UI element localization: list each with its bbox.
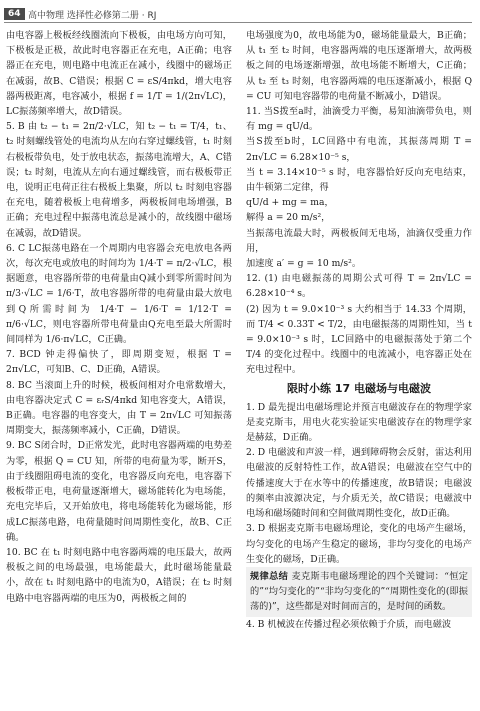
summary-tip-text: 麦克斯韦电磁场理论的四个关键词：“恒定的”“均匀变化的”“非均匀变化的”“周期性变化的(即振荡的)”，这些都是对时间而言的，是时间的函数。 xyxy=(250,570,468,613)
header-divider xyxy=(4,22,472,23)
answer-12-1: 12. (1) 由电磁振荡的周期公式可得 T = 2π√LC = 6.28×10⁻⁴ s。 xyxy=(246,273,472,300)
section-title: 限时小练 17 电磁场与电磁波 xyxy=(287,381,431,395)
drill-answer-4: 4. B 机械波在传播过程必须依赖于介质，而电磁波 xyxy=(246,618,452,630)
answer-5: 5. B 由 t₂ − t₁ = 2π/2·√LC，知 t₂ − t₁ = T/4，t₁、t₂ 时刻螺线管处的电流均从左向右穿过螺线管，t₁ 时刻右极板带负电，处于放电状态，振荡电流增大，A、C错误；t₂ 时刻，电流从左向右通过螺线管，而右极板带正电，说明正电荷正往右极板上集聚，所以 t₂ 时刻电容器在充电，随着极板上电荷增多，两极板间电场增强，B正确；充电过程中振荡电流总是减小的，故线圈中磁场在减弱，故D错误。 xyxy=(6,121,232,239)
right-column xyxy=(246,28,472,632)
answer-12-2: (2) 因为 t = 9.0×10⁻³ s 大约相当于 14.33 个周期，而 T/4 < 0.33T < T/2，由电磁振荡的周期性知，当 t = 9.0×10⁻³ s 时，LC回路中的电磁振荡处于第二个 T/4 的变化过程中。线圈中的电流减小，电容器正处在充电过程中。 xyxy=(246,303,472,376)
answer-10: 10. BC 在 t₁ 时刻电路中电容器两端的电压最大，故两极板之间的电场最强，电场能最大，此时磁场能量最小，故在 t₁ 时刻电路中的电流为0，A错误；在 t₂ 时刻电路中电容器两端的电压为0，两极板之间的 xyxy=(6,546,232,604)
page-header xyxy=(0,0,480,26)
answer-11-a: 11. 当S拨至a时，油滴受力平衡，易知油滴带负电，则有 mg = qU/d。 xyxy=(246,106,472,133)
drill-answer-2: 2. D 电磁波和声波一样，遇到障碍物会反射，雷达利用电磁波的反射特性工作，故A错误；电磁波在空气中的传播速度大于在水等中的传播速度，故B错误；电磁波的频率由波源决定，与介质无关，故C错误；电磁波中电场和磁场随时间和空间做周期性变化，故D正确。 xyxy=(246,447,472,520)
answer-10-cont: 电场强度为0，故电场能为0，磁场能量最大，B正确；从 t₁ 至 t₂ 时间，电容器两端的电压逐渐增大，故两极板之间的电场逐渐增强，故电场能不断增大，C正确；从 t₂ 至 t₃ 时刻，电容器两端的电压逐渐减小，根据 Q = CU 可知电容器带的电荷量不断减小，D错误。 xyxy=(246,30,472,102)
drill-answer-3: 3. D 根据麦克斯韦电磁场理论，变化的电场产生磁场，均匀变化的电场产生稳定的磁场，非均匀变化的电场产生变化的磁场，D正确。 xyxy=(246,523,472,565)
answer-11-eq: qU/d + mg = ma， xyxy=(246,197,334,209)
answer-7: 7. BCD 钟走得偏快了，即周期变短，根据 T = 2π√LC，可知B、C、D正确，A错误。 xyxy=(6,349,232,376)
answer-6: 6. C LC振荡电路在一个周期内电容器会充电放电各两次，每次充电或放电的时间均为 1/4·T = π/2·√LC，根据题意，电容器所带的电荷量由Q减小到零所需时间为 π/3·√LC = 1/6·T，故电容器所带的电荷量由最大放电到Q所需时间为 1/4·T − 1/6·T = 1/12·T = π/6·√LC，则电容器所带电荷量由Q充电至最大所需时间同样为 1/6·π√LC，C正确。 xyxy=(6,242,232,346)
answer-8: 8. BC 当滚面上升的时候，极板间相对介电常数增大，由电容器决定式 C = εᵣS/4πkd 知电容变大，A错误，B正确。电容器的电容变大，由 T = 2π√LC 可知振荡周期变大，振荡频率减小，C正确，D错误。 xyxy=(6,379,232,437)
answer-11-b: 当S拨至b时，LC回路中有电流，其振荡周期 T = 2π√LC = 6.28×10⁻⁵ s， xyxy=(246,136,472,163)
left-column xyxy=(6,28,232,606)
answer-9: 9. BC S闭合时，D正常发光，此时电容器两端的电势差为零，根据 Q = CU 知，所带的电荷量为零，断开S，由于线圈阻碍电流的变化，电容器反向充电，电容器下极板带正电，电荷量逐渐增大，磁场能转化为电场能，充电完毕后，又开始放电，将电场能转化为磁场能，形成LC振荡电路，电荷量随时间周期性变化，故B、C正确。 xyxy=(6,440,232,543)
answer-paragraph: 由电容器上极板经线圈流向下极板，由电场方向可知，下极板是正极，故此时电容器正在充电，A正确；电容器正在充电，则电路中电流正在减小，线圈中的磁场正在减弱，故B、C错误；根据 C = εS/4πkd，增大电容器两极距离，电容减小，根据 f = 1/T = 1/(2π√LC)，LC振荡频率增大，故D错误。 xyxy=(6,30,232,118)
summary-tip-box xyxy=(246,567,472,617)
book-title: 高中物理 选择性必修第二册 · RJ xyxy=(28,11,157,21)
answer-11-d: 解得 a = 20 m/s²， xyxy=(246,212,331,224)
answer-11-f: 加速度 a′ = g = 10 m/s²。 xyxy=(246,258,362,270)
page-number: 64 xyxy=(4,8,25,20)
answer-11-e: 当振荡电流最大时，两极板间无电场，油滴仅受重力作用， xyxy=(246,227,472,254)
answer-11-c: 当 t = 3.14×10⁻⁵ s 时，电容器恰好反向充电结束，由牛顿第二定律，得 xyxy=(246,166,472,194)
summary-tip-label: 规律总结 xyxy=(250,570,289,582)
drill-answer-1: 1. D 最先提出电磁场理论并预言电磁波存在的物理学家是麦克斯韦，用电火花实验证实电磁波存在的物理学家是赫兹，D正确。 xyxy=(246,401,472,444)
